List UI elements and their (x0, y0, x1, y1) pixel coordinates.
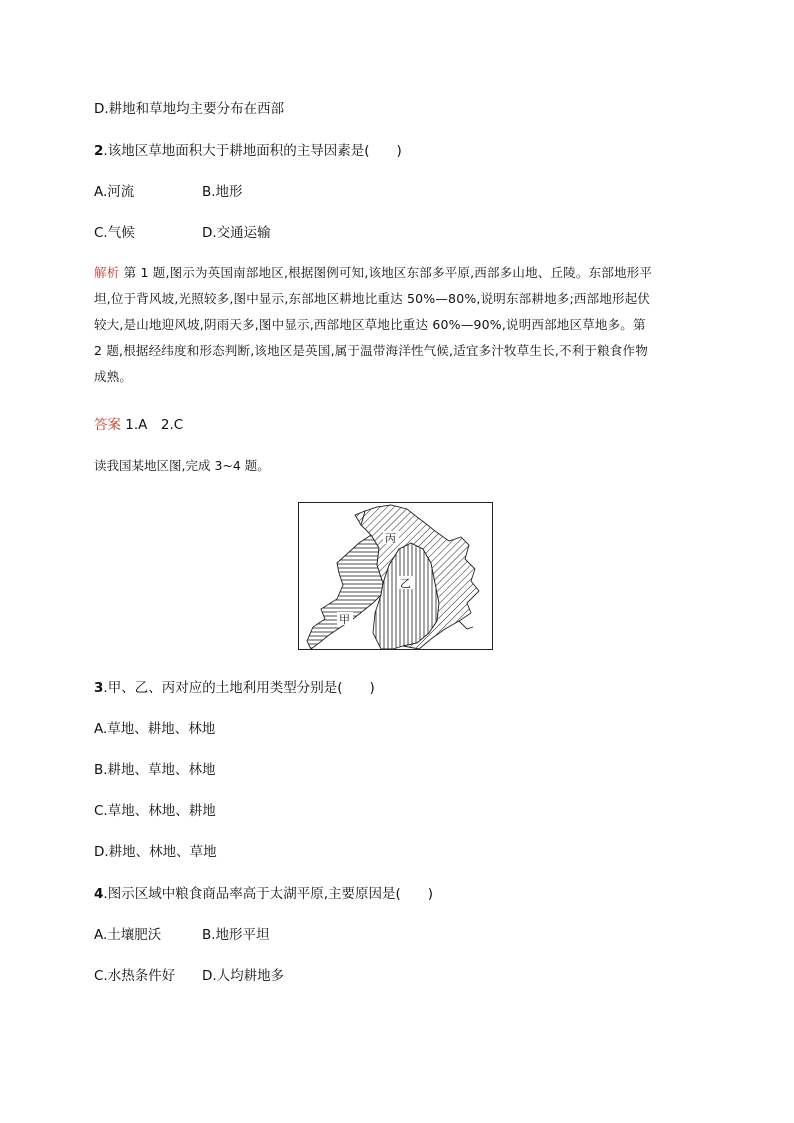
question-2-text: .该地区草地面积大于耕地面积的主导因素是( ) (103, 143, 402, 159)
question-3-text: .甲、乙、丙对应的土地利用类型分别是( ) (103, 680, 375, 696)
question-2-stem (94, 141, 402, 161)
q4-option-d: D.人均耕地多 (202, 968, 285, 984)
option-d-prev: D.耕地和草地均主要分布在西部 (94, 101, 285, 117)
land-use-map (298, 502, 493, 650)
explanation-tag: 解析 (94, 265, 120, 280)
question-2-options-row1 (94, 182, 243, 202)
q2-option-a: A.河流 (94, 184, 135, 200)
answer-text: 1.A 2.C (121, 417, 184, 433)
explanation-line-3: 较大,是山地迎风坡,阴雨天多,图中显示,西部地区草地比重达 60%—90%,说明西部地区草地多。第 (94, 317, 646, 332)
map-label-bing: 丙 (385, 532, 396, 545)
reading-intro: 读我国某地区图,完成 3~4 题。 (94, 458, 270, 473)
q3-option-b: B.耕地、草地、林地 (94, 762, 216, 778)
q2-option-d: D.交通运输 (202, 225, 271, 241)
question-4-options-row2 (94, 966, 284, 986)
question-3-stem (94, 678, 375, 698)
explanation-block (94, 260, 704, 390)
explanation-line-5: 成熟。 (94, 369, 133, 384)
region-jia-horizontal (307, 535, 383, 649)
q2-option-b: B.地形 (202, 184, 243, 200)
question-2-number: 2 (94, 143, 104, 159)
q4-option-b: B.地形平坦 (202, 927, 270, 943)
explanation-line-4: 2 题,根据经纬度和形态判断,该地区是英国,属于温带海洋性气候,适宜多汁牧草生长,不利于粮食作物 (94, 343, 648, 358)
q4-option-a: A.土壤肥沃 (94, 927, 162, 943)
map-label-jia: 甲 (339, 613, 350, 626)
q4-option-c: C.水热条件好 (94, 968, 176, 984)
question-4-options-row1 (94, 925, 270, 945)
question-3-number: 3 (94, 680, 104, 696)
question-4-text: .图示区域中粮食商品率高于太湖平原,主要原因是( ) (103, 886, 434, 902)
question-4-stem (94, 884, 433, 904)
explanation-line-1: 解析 第 1 题,图示为英国南部地区,根据图例可知,该地区东部多平原,西部多山地、丘陵。东部地形平 (94, 265, 653, 280)
map-figure (299, 503, 492, 649)
q3-option-c: C.草地、林地、耕地 (94, 803, 216, 819)
q3-option-a: A.草地、耕地、林地 (94, 721, 216, 737)
answer-tag: 答案 (94, 417, 121, 433)
explanation-line-2: 坦,位于背风坡,光照较多,图中显示,东部地区耕地比重达 50%—80%,说明东部耕地多;西部地形起伏 (94, 291, 651, 306)
coastal-inlet (459, 621, 473, 629)
question-2-options-row2 (94, 223, 271, 243)
answer-line (94, 415, 183, 435)
q2-option-c: C.气候 (94, 225, 135, 241)
q3-option-d: D.耕地、林地、草地 (94, 844, 217, 860)
question-4-number: 4 (94, 886, 104, 902)
map-label-yi: 乙 (400, 577, 411, 590)
